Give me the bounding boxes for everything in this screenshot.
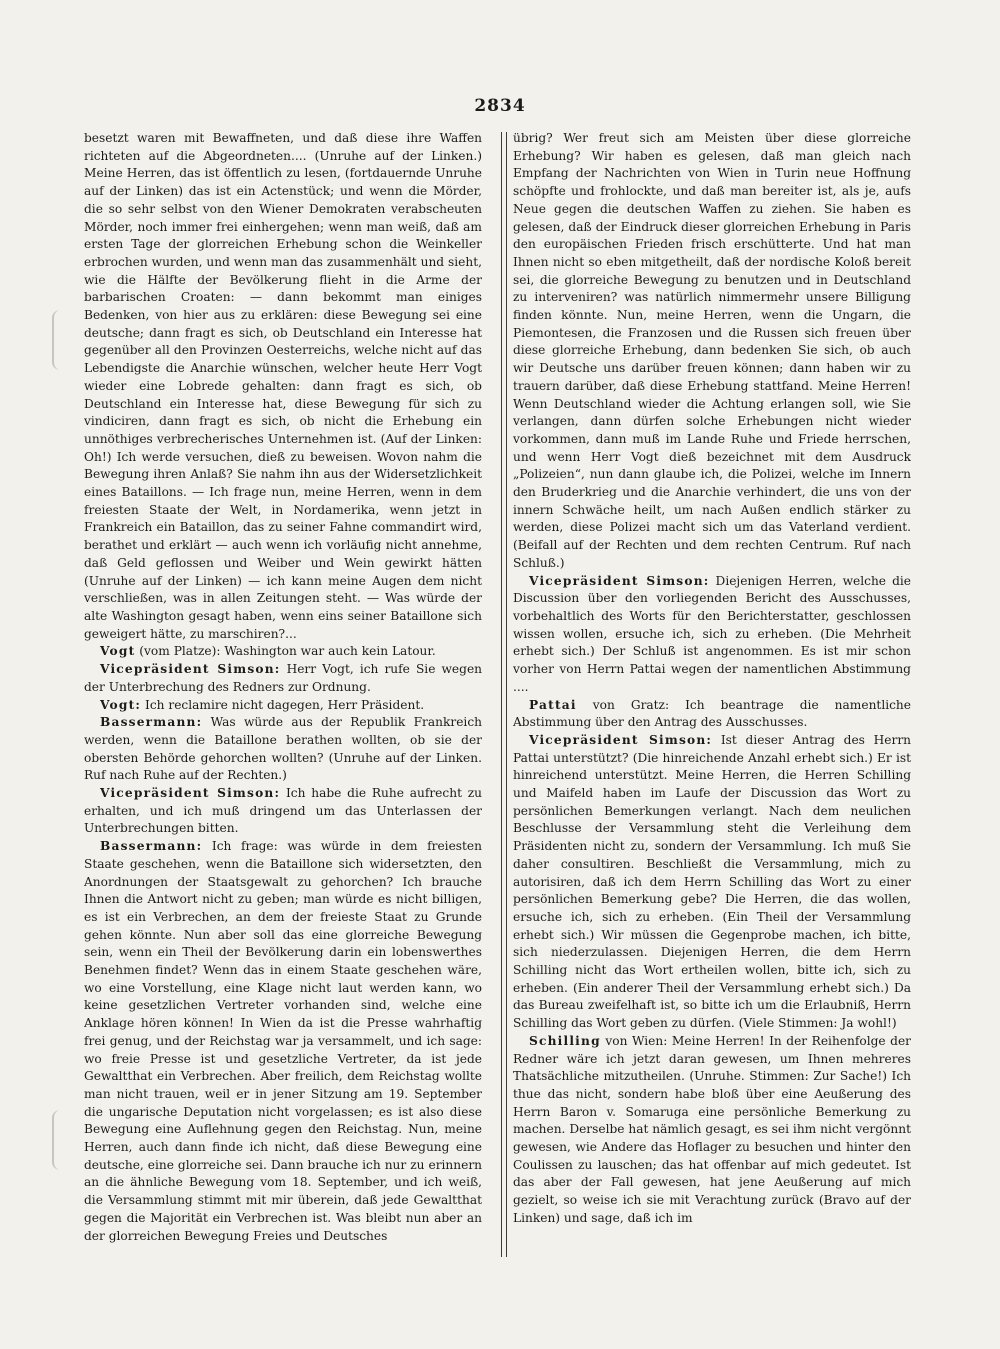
speaker-name: Bassermann: [100, 839, 203, 854]
page-number: 2834 [474, 96, 526, 116]
paragraph [513, 697, 911, 732]
paragraph [84, 838, 482, 1245]
paragraph-text: (vom Platze): Washington war auch kein Latour. [139, 644, 436, 659]
paragraph [84, 697, 482, 715]
left-margin-mark [52, 1110, 64, 1170]
paragraph-text: Diejenigen Herren, welche die Discussion über den vorliegenden Bericht des Ausschusses, vorbehaltlich des Worts für den Berichterstatter, geschlossen wissen wollen, ersuche ich, sich zu erheben. (Die Mehrheit erhebt sich.) Der Schluß ist angenommen. Es ist mir schon vorher von Herrn Pattai wegen der namentlichen Abstimmung .... [513, 573, 911, 694]
speaker-name: Vogt: [100, 697, 142, 712]
column-divider [501, 132, 507, 1257]
speaker-name: Schilling [529, 1033, 601, 1048]
speaker-name: Vicepräsident Simson: [100, 786, 281, 801]
paragraph-text: Was würde aus der Republik Frankreich werden, wenn die Bataillone berathen wollten, ob sie der obersten Behörde gehorchen wollten? (Unruhe auf der Linken. Ruf nach Ruhe auf der Rechten.) [84, 715, 482, 783]
speaker-name: Vicepräsident Simson: [529, 573, 710, 588]
paragraph [513, 130, 911, 573]
paragraph-text: Ich habe die Ruhe aufrecht zu erhalten, und ich muß dringend um das Unterlassen der Unterbrechungen bitten. [84, 786, 482, 836]
paragraph [84, 643, 482, 661]
paragraph [513, 732, 911, 1033]
paragraph-text: Ich reclamire nicht dagegen, Herr Präsident. [145, 697, 425, 712]
speaker-name: Vicepräsident Simson: [100, 662, 281, 677]
speaker-name: Vicepräsident Simson: [529, 732, 713, 747]
left-margin-mark [52, 310, 64, 370]
paragraph-text: von Gratz: Ich beantrage die namentliche Abstimmung über den Antrag des Ausschusses. [513, 697, 911, 730]
paragraph [84, 661, 482, 696]
paragraph-text: Ist dieser Antrag des Herrn Pattai unterstützt? (Die hinreichende Anzahl erhebt sich.) Er ist hinreichend unterstützt. Meine Herren, die Herren Schilling und Maifeld haben im Laufe der Discussion das Wort zu persönlichen Bemerkungen verlangt. Nach dem neulichen Beschlusse der Versammlung steht die Verleihung dem Präsidenten nicht zu, sondern der Versammlung. Ich muß Sie daher consultiren. Beschließt die Versammlung, mich zu autorisiren, daß ich dem Herrn Schilling das Wort zu einer persönlichen Bemerkung gebe? Die Herren, die das wollen, ersuche ich, sich zu erheben. (Ein Theil der Versammlung erhebt sich.) Wir müssen die Gegenprobe machen, ich bitte, sich niederzulassen. Diejenigen Herren, die dem Herrn Schilling nicht das Wort ertheilen wollen, bitte ich, sich zu erheben. (Ein anderer Theil der Versammlung erhebt sich.) Da das Bureau zweifelhaft ist, so bitte ich um die Erlaubniß, Herrn Schilling das Wort geben zu dürfen. (Viele Stimmen: Ja wohl!) [513, 732, 911, 1031]
paragraph [84, 785, 482, 838]
speaker-name: Pattai [529, 697, 577, 712]
paragraph-text: besetzt waren mit Bewaffneten, und daß diese ihre Waffen richteten auf die Abgeordneten.... (Unruhe auf der Linken.) Meine Herren, das ist öffentlich zu lesen, (fortdauernde Unruhe auf der Linken) das ist ein Actenstück; und wenn die Mörder, die so sehr selbst von den Wiener Demokraten verabscheuten Mörder, noch immer frei einhergehen; wenn man weiß, daß am ersten Tage der glorreichen Erhebung schon die Weinkeller erbrochen wurden, und wenn man das zusammenhält und sieht, wie die Hälfte der Bevölkerung flieht in die Arme der barbarischen Croaten: — dann bekommt man einiges Bedenken, von hier aus zu erklären: diese Bewegung sei eine deutsche; dann fragt es sich, ob Deutschland ein Interesse hat gegenüber all den Provinzen Oesterreichs, welche nicht auf das Lebendigste die Anarchie wünschen, welcher heute Herr Vogt wieder eine Lobrede gehalten: dann fragt es sich, ob Deutschland ein Interesse hat, diese Bewegung für sich zu vindiciren, dann fragt es sich, ob nicht die Erhebung ein unnöthiges verbrecherisches Unternehmen ist. (Auf der Linken: Oh!) Ich werde versuchen, dieß zu beweisen. Wovon nahm die Bewegung ihren Anlaß? Sie nahm ihn aus der Widersetzlichkeit eines Bataillons. — Ich frage nun, meine Herren, wenn in dem freiesten Staate der Welt, in Nordamerika, wenn jetzt in Frankreich ein Bataillon, das zu seiner Fahne commandirt wird, berathet und erklärt — auch wenn ich vorläufig nicht annehme, daß Geld geflossen und Weiber und Wein gewirkt hätten (Unruhe auf der Linken) — ich kann meine Augen dem nicht verschließen, was in allen Zeitungen steht. — Was würde der alte Washington gesagt haben, wenn eins seiner Bataillone sich geweigert hätte, zu marschiren?... [84, 131, 482, 641]
paragraph-text: Ich frage: was würde in dem freiesten Staate geschehen, wenn die Bataillone sich widersetzten, den Anordnungen der Staatsgewalt zu gehorchen? Ich brauche Ihnen die Antwort nicht zu geben; man würde es nicht billigen, es ist ein Verbrechen, an dem der freieste Staat zu Grunde gehen könnte. Nun aber soll das eine glorreiche Bewegung sein, wenn ein Theil der Bevölkerung darin ein lobenswerthes Benehmen findet? Wenn das in einem Staate geschehen wäre, wo eine Vorstellung, eine Klage nicht laut werden kann, wo keine gesetzlichen Vertreter vorhanden sind, welche eine Anklage hören können! In Wien da ist die Presse wahrhaftig frei genug, und der Reichstag war ja versammelt, und ich sage: wo freie Presse ist und gesetzliche Vertreter, da ist jede Gewaltthat ein Verbrechen. Aber freilich, dem Reichstag wollte man nicht trauen, weil er in jener Sitzung am 19. September die ungarische Deputation nicht vorgelassen; es ist also diese Bewegung eine Auflehnung gegen den Reichstag. Nun, meine Herren, auch dann finde ich nicht, daß diese Bewegung eine deutsche, eine glorreiche sei. Dann brauche ich nur zu erinnern an die ähnliche Bewegung vom 18. September, und ich weiß, die Versammlung stimmt mit mir überein, daß jede Gewaltthat gegen die Majorität ein Verbrechen ist. Was bleibt nun aber an der glorreichen Bewegung Freies und Deutsches [84, 839, 482, 1243]
left-column [84, 130, 482, 1260]
right-column [513, 130, 911, 1260]
paragraph [513, 573, 911, 697]
speaker-name: Vogt [100, 644, 136, 659]
speaker-name: Bassermann: [100, 715, 203, 730]
paragraph-text: Herr Vogt, ich rufe Sie wegen der Unterbrechung des Redners zur Ordnung. [84, 662, 482, 694]
paragraph [84, 130, 482, 643]
paragraph [84, 714, 482, 785]
paragraph [513, 1033, 911, 1228]
paragraph-text: übrig? Wer freut sich am Meisten über diese glorreiche Erhebung? Wir haben es gelesen, daß man gleich nach Empfang der Nachrichten von Wien in Turin neue Hoffnung schöpfte und frohlockte, und daß man bereiter ist, als je, aufs Neue gegen die deutschen Waffen zu ziehen. Sie haben es gelesen, daß der Eindruck dieser glorreichen Erhebung in Paris den europäischen Frieden frisch erschütterte. Und hat man Ihnen nicht so eben mitgetheilt, daß der nordische Koloß bereit sei, die glorreiche Bewegung zu benutzen und in Deutschland zu interveniren? was natürlich nimmermehr unsere Billigung finden könnte. Nun, meine Herren, wenn die Ungarn, die Piemontesen, die Franzosen und die Russen sich freuen über diese glorreiche Erhebung, dann bedenken Sie sich, ob auch wir Deutsche uns darüber freuen können; dann haben wir zu trauern darüber, daß diese Erhebung stattfand. Meine Herren! Wenn Deutschland wieder die Achtung erlangen soll, wie Sie verlangen, dann dürfen solche Erhebungen nicht wieder vorkommen, dann muß im Lande Ruhe und Friede herrschen, und wenn Herr Vogt dieß bezeichnet mit dem Ausdruck „Polizeien“, nun dann glaube ich, die Polizei, welche im Innern den Bruderkrieg und die Anarchie verhindert, die uns von der innern Schwäche heilt, um nach Außen endlich stärker zu werden, diese Polizei macht sich um das Vaterland verdient. (Beifall auf der Rechten und dem rechten Centrum. Ruf nach Schluß.) [513, 131, 911, 570]
paragraph-text: von Wien: Meine Herren! In der Reihenfolge der Redner wäre ich jetzt daran gewesen, um Ihnen mehreres Thatsächliche mitzutheilen. (Unruhe. Stimmen: Zur Sache!) Ich thue das nicht, sondern habe bloß über eine Aeußerung des Herrn Baron v. Somaruga eine persönliche Bemerkung zu machen. Derselbe hat nämlich gesagt, es sei ihm nicht vergönnt gewesen, wie Andere das Hoflager zu besuchen und hinter den Coulissen zu lauschen; das hat offenbar auf mich gedeutet. Ist das aber der Fall gewesen, hat jene Aeußerung auf mich gezielt, so weise ich sie mit Verachtung zurück (Bravo auf der Linken) und sage, daß ich im [513, 1033, 911, 1225]
